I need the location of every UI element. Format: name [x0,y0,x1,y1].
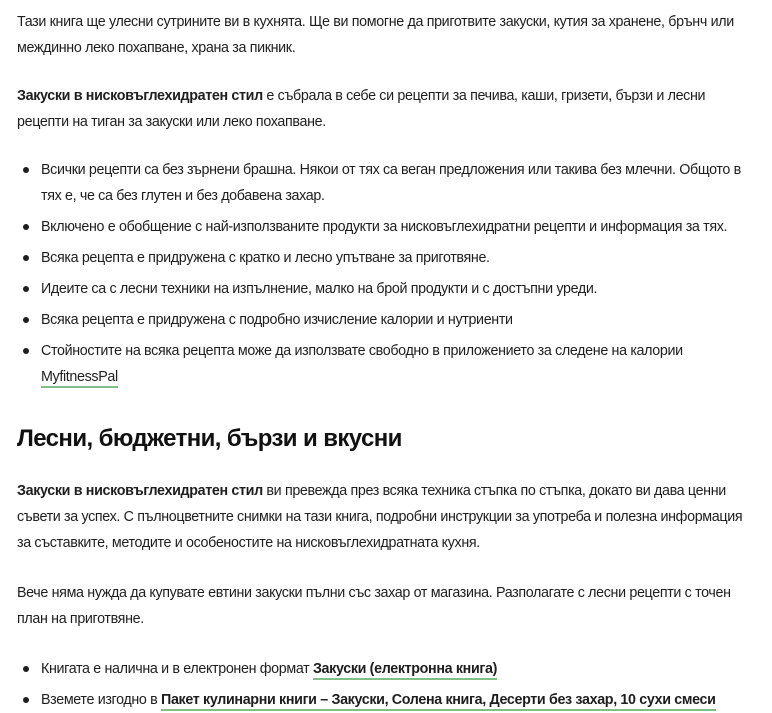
list-item: Всяка рецепта е придружена с подробно изчисление калории и нутриенти [41,307,757,333]
purchase-list [17,656,757,713]
list-item-text: Книгата е налична и в електронен формат [41,661,313,677]
list-item: Включено е обобщение с най-използваните продукти за нисковъглехидратни рецепти и информация за тях. [41,214,757,240]
myfitnesspal-link[interactable]: MyfitnessPal [41,369,118,388]
list-item: Идеите са с лесни техники на изпълнение, малко на брой продукти и с достъпни уреди. [41,276,757,302]
description-text: е събрала в себе си рецепти за печива, каши, гризети, бързи и лесни рецепти на тиган за закуски или леко похапване. [17,88,706,130]
ebook-link[interactable]: Закуски (електронна книга) [313,661,497,680]
intro-paragraph: Тази книга ще улесни сутрините ви в кухнята. Ще ви помогне да приготвите закуски, кутия за хранене, брънч или междинно леко похапване, храна за пикник. [17,14,734,56]
book-title-bold: Закуски в нисковъглехидратен стил [17,88,263,104]
bundle-link[interactable]: Пакет кулинарни книги – Закуски, Солена книга, Десерти без захар, 10 сухи смеси [161,692,716,711]
list-item-text: Стойностите на всяка рецепта може да използвате свободно в приложението за следене на калории [41,343,683,359]
list-item [41,338,757,390]
sugar-paragraph: Вече няма нужда да купувате евтини закуски пълни със захар от магазина. Разполагате с лесни рецепти с точен план на приготвяне. [17,585,731,627]
book-title-bold: Закуски в нисковъглехидратен стил [17,483,263,499]
list-item [41,656,757,682]
section-heading: Лесни, бюджетни, бързи и вкусни [17,425,402,452]
technique-paragraph [17,478,757,556]
list-item: Всяка рецепта е придружена с кратко и лесно упътване за приготвяне. [41,245,757,271]
description-paragraph [17,83,757,135]
technique-text: ви превежда през всяка техника стъпка по стъпка, докато ви дава ценни съвети за успех. С пълноцветните снимки на тази книга, подробни инструкции за употреба и полезна информация за съставките, методите и особеностите на нисковъглехидратната кухня. [17,483,743,551]
list-item-text: Вземете изгодно в [41,692,162,708]
list-item: Всички рецепти са без зърнени брашна. Някои от тях са веган предложения или такива без млечни. Общото в тях е, че са без глутен и без добавена захар. [41,157,757,209]
features-list [17,157,757,390]
list-item [41,687,757,713]
